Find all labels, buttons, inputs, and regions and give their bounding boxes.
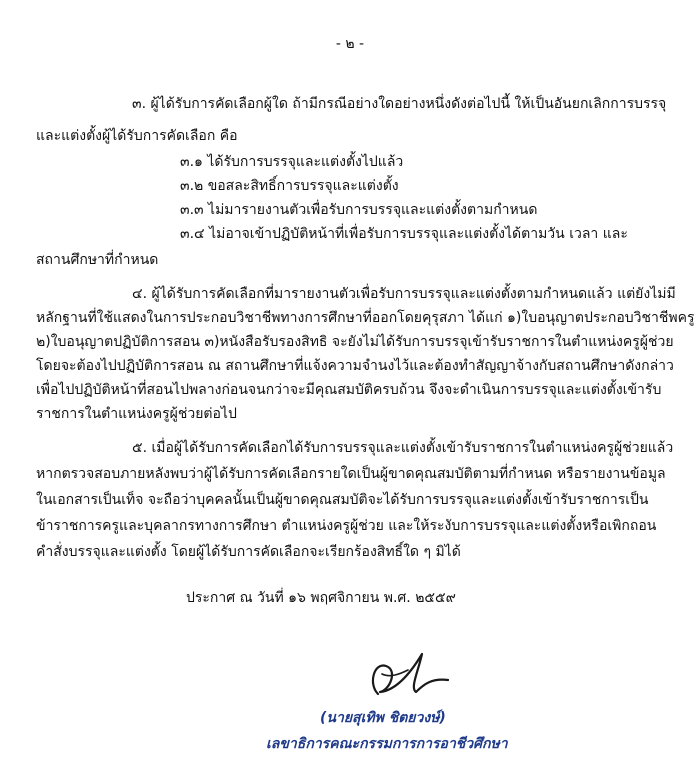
section-3-item-4-continued: สถานศึกษาที่กำหนด — [36, 252, 159, 268]
section-4-line-4: โดยจะต้องไปปฏิบัติการสอน ณ สถานศึกษาที่แจ้งความจำนงไว้และต้องทำสัญญาจ้างกับสถานศึกษาดังกล่าว — [36, 358, 674, 374]
section-5-line-4: ข้าราชการครูและบุคลากรทางการศึกษา ตำแหน่งครูผู้ช่วย และให้ระงับการบรรจุและแต่งตั้งหรือเพิกถอน — [36, 518, 657, 534]
section-4-line-3: ๒)ใบอนุญาตปฏิบัติการสอน ๓)หนังสือรับรองสิทธิ จะยังไม่ได้รับการบรรจุเข้ารับราชการในตำแหน่งครูผู้ช่วย — [36, 334, 674, 350]
section-3-item-4: ๓.๔ ไม่อาจเข้าปฏิบัติหน้าที่เพื่อรับการบรรจุและแต่งตั้งได้ตามวัน เวลา และ — [180, 226, 628, 242]
signer-title: เลขาธิการคณะกรรมการการอาชีวศึกษา — [266, 736, 508, 752]
section-4-line-2: หลักฐานที่ใช้แสดงในการประกอบวิชาชีพทางการศึกษาที่ออกโดยคุรุสภา ได้แก่ ๑)ใบอนุญาตประกอบวิชาชีพครู — [36, 310, 695, 326]
section-4-line-1: ๔. ผู้ได้รับการคัดเลือกที่มารายงานตัวเพื่อรับการบรรจุและแต่งตั้งตามกำหนดแล้ว แต่ยังไม่มี — [132, 286, 676, 302]
announcement-date: ประกาศ ณ วันที่ ๑๖ พฤศจิกายน พ.ศ. ๒๕๕๙ — [186, 590, 456, 606]
section-3-item-2: ๓.๒ ขอสละสิทธิ์การบรรจุและแต่งตั้ง — [180, 178, 399, 194]
signature-image — [360, 644, 470, 704]
section-4-line-6: ราชการในตำแหน่งครูผู้ช่วยต่อไป — [36, 406, 237, 422]
section-3-paragraph-line-1: ๓. ผู้ได้รับการคัดเลือกผู้ใด ถ้ามีกรณีอย่างใดอย่างหนึ่งดังต่อไปนี้ ให้เป็นอันยกเลิกการบรรจุ — [132, 96, 667, 112]
section-5-line-2: หากตรวจสอบภายหลังพบว่าผู้ได้รับการคัดเลือกรายใดเป็นผู้ขาดคุณสมบัติตามที่กำหนด หรือรายงานข้อมูล — [36, 466, 666, 482]
section-3-item-1: ๓.๑ ได้รับการบรรจุและแต่งตั้งไปแล้ว — [180, 154, 404, 170]
section-5-line-5: คำสั่งบรรจุและแต่งตั้ง โดยผู้ได้รับการคัดเลือกจะเรียกร้องสิทธิ์ใด ๆ มิได้ — [36, 544, 461, 560]
section-5-line-3: ในเอกสารเป็นเท็จ จะถือว่าบุคคลนั้นเป็นผู้ขาดคุณสมบัติจะได้รับการบรรจุและแต่งตั้งเข้ารับราชการเป็น — [36, 492, 649, 508]
section-3-item-3: ๓.๓ ไม่มารายงานตัวเพื่อรับการบรรจุและแต่งตั้งตามกำหนด — [180, 202, 538, 218]
section-3-paragraph-line-2: และแต่งตั้งผู้ได้รับการคัดเลือก คือ — [36, 128, 238, 144]
signer-name: (นายสุเทิพ ชิตยวงษ์) — [320, 710, 446, 726]
section-5-line-1: ๕. เมื่อผู้ได้รับการคัดเลือกได้รับการบรรจุและแต่งตั้งเข้ารับราชการในตำแหน่งครูผู้ช่วยแล้ว — [132, 440, 674, 456]
page-number: - ๒ - — [335, 36, 365, 52]
section-4-line-5: เพื่อไปปฏิบัติหน้าที่สอนไปพลางก่อนจนกว่าจะมีคุณสมบัติครบถ้วน จึงจะดำเนินการบรรจุและแต่งตั้งเข้ารับ — [36, 382, 662, 398]
